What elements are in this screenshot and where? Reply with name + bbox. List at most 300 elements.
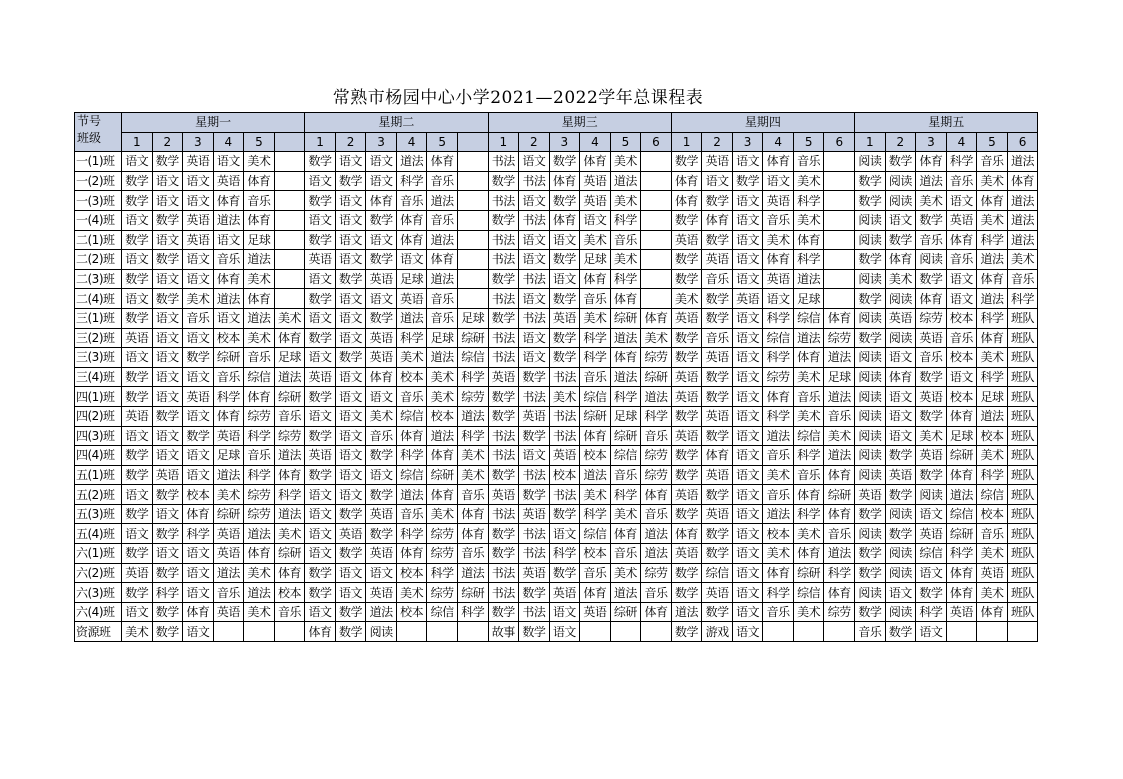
subject-cell: 校本 bbox=[763, 524, 794, 544]
subject-cell: 语文 bbox=[335, 308, 366, 328]
subject-cell: 数学 bbox=[855, 563, 886, 583]
subject-cell: 数学 bbox=[885, 446, 916, 466]
subject-cell: 美术 bbox=[977, 544, 1008, 564]
subject-cell: 英语 bbox=[305, 367, 336, 387]
subject-cell: 音乐 bbox=[457, 485, 488, 505]
subject-cell: 语文 bbox=[122, 602, 153, 622]
subject-cell: 足球 bbox=[946, 426, 977, 446]
subject-cell: 语文 bbox=[732, 426, 763, 446]
subject-cell: 语文 bbox=[366, 465, 397, 485]
subject-cell: 综信 bbox=[457, 348, 488, 368]
subject-cell: 阅读 bbox=[885, 171, 916, 191]
subject-cell: 道法 bbox=[1007, 210, 1038, 230]
subject-cell: 科学 bbox=[610, 485, 641, 505]
subject-cell: 综研 bbox=[213, 348, 244, 368]
class-name: 四(3)班 bbox=[75, 426, 122, 446]
subject-cell: 体育 bbox=[702, 210, 733, 230]
subject-cell: 综研 bbox=[793, 563, 824, 583]
subject-cell: 音乐 bbox=[763, 485, 794, 505]
subject-cell: 美术 bbox=[580, 485, 611, 505]
subject-cell: 英语 bbox=[183, 387, 214, 407]
subject-cell: 音乐 bbox=[916, 230, 947, 250]
subject-cell: 数学 bbox=[855, 602, 886, 622]
subject-cell: 科学 bbox=[824, 563, 855, 583]
subject-cell: 美术 bbox=[977, 446, 1008, 466]
period-number: 4 bbox=[763, 132, 794, 152]
subject-cell: 数学 bbox=[488, 210, 519, 230]
subject-cell: 综信 bbox=[916, 544, 947, 564]
subject-cell: 英语 bbox=[213, 602, 244, 622]
class-name: 六(1)班 bbox=[75, 544, 122, 564]
subject-cell: 数学 bbox=[671, 465, 702, 485]
subject-cell bbox=[213, 622, 244, 642]
subject-cell: 校本 bbox=[977, 426, 1008, 446]
subject-cell: 语文 bbox=[183, 191, 214, 211]
subject-cell: 综研 bbox=[274, 387, 305, 407]
subject-cell: 体育 bbox=[396, 426, 427, 446]
subject-cell: 语文 bbox=[152, 544, 183, 564]
subject-cell: 数学 bbox=[519, 485, 550, 505]
subject-cell: 科学 bbox=[916, 602, 947, 622]
subject-cell: 音乐 bbox=[183, 308, 214, 328]
subject-cell: 语文 bbox=[305, 348, 336, 368]
subject-cell: 数学 bbox=[305, 328, 336, 348]
table-row bbox=[75, 152, 1038, 172]
subject-cell: 数学 bbox=[732, 171, 763, 191]
subject-cell: 道法 bbox=[977, 289, 1008, 309]
class-name: 三(4)班 bbox=[75, 367, 122, 387]
subject-cell: 数学 bbox=[335, 269, 366, 289]
subject-cell: 道法 bbox=[977, 406, 1008, 426]
subject-cell: 语文 bbox=[732, 485, 763, 505]
subject-cell: 语文 bbox=[366, 563, 397, 583]
subject-cell: 数学 bbox=[488, 524, 519, 544]
subject-cell: 校本 bbox=[396, 367, 427, 387]
class-name: 三(2)班 bbox=[75, 328, 122, 348]
subject-cell: 科学 bbox=[213, 387, 244, 407]
subject-cell: 美术 bbox=[244, 602, 275, 622]
subject-cell: 英语 bbox=[213, 544, 244, 564]
subject-cell: 英语 bbox=[335, 524, 366, 544]
subject-cell: 语文 bbox=[152, 387, 183, 407]
subject-cell: 数学 bbox=[366, 446, 397, 466]
subject-cell: 语文 bbox=[946, 289, 977, 309]
subject-cell: 道法 bbox=[1007, 152, 1038, 172]
subject-cell: 阅读 bbox=[855, 583, 886, 603]
subject-cell: 数学 bbox=[152, 250, 183, 270]
subject-cell: 足球 bbox=[244, 230, 275, 250]
subject-cell: 数学 bbox=[122, 465, 153, 485]
subject-cell: 语文 bbox=[732, 583, 763, 603]
subject-cell: 语文 bbox=[580, 210, 611, 230]
subject-cell: 班队 bbox=[1007, 446, 1038, 466]
subject-cell: 音乐 bbox=[763, 602, 794, 622]
subject-cell: 英语 bbox=[977, 563, 1008, 583]
table-row bbox=[75, 269, 1038, 289]
subject-cell: 书法 bbox=[488, 191, 519, 211]
subject-cell: 美术 bbox=[763, 465, 794, 485]
subject-cell: 数学 bbox=[366, 524, 397, 544]
subject-cell: 语文 bbox=[732, 465, 763, 485]
subject-cell: 语文 bbox=[152, 367, 183, 387]
period-number: 3 bbox=[916, 132, 947, 152]
period-number: 2 bbox=[152, 132, 183, 152]
subject-cell: 语文 bbox=[885, 210, 916, 230]
table-row bbox=[75, 622, 1038, 642]
subject-cell: 数学 bbox=[885, 230, 916, 250]
table-row bbox=[75, 171, 1038, 191]
subject-cell: 体育 bbox=[824, 308, 855, 328]
subject-cell: 书法 bbox=[488, 230, 519, 250]
subject-cell: 数学 bbox=[152, 524, 183, 544]
subject-cell: 班队 bbox=[1007, 387, 1038, 407]
subject-cell: 语文 bbox=[366, 171, 397, 191]
subject-cell: 英语 bbox=[855, 485, 886, 505]
subject-cell: 语文 bbox=[152, 171, 183, 191]
subject-cell: 语文 bbox=[885, 406, 916, 426]
subject-cell: 数学 bbox=[519, 426, 550, 446]
subject-cell bbox=[793, 622, 824, 642]
subject-cell: 道法 bbox=[244, 250, 275, 270]
subject-cell: 数学 bbox=[702, 524, 733, 544]
subject-cell: 体育 bbox=[610, 524, 641, 544]
subject-cell: 英语 bbox=[702, 250, 733, 270]
subject-cell: 英语 bbox=[366, 583, 397, 603]
subject-cell: 数学 bbox=[122, 446, 153, 466]
table-row bbox=[75, 328, 1038, 348]
subject-cell: 数学 bbox=[122, 367, 153, 387]
subject-cell: 科学 bbox=[610, 210, 641, 230]
subject-cell: 语文 bbox=[519, 348, 550, 368]
subject-cell: 语文 bbox=[183, 465, 214, 485]
subject-cell: 音乐 bbox=[610, 465, 641, 485]
subject-cell: 书法 bbox=[488, 348, 519, 368]
subject-cell: 音乐 bbox=[824, 524, 855, 544]
subject-cell: 语文 bbox=[732, 210, 763, 230]
subject-cell: 科学 bbox=[274, 485, 305, 505]
subject-cell: 校本 bbox=[946, 387, 977, 407]
subject-cell: 语文 bbox=[549, 269, 580, 289]
subject-cell: 道法 bbox=[457, 406, 488, 426]
subject-cell: 数学 bbox=[916, 210, 947, 230]
period-number: 3 bbox=[732, 132, 763, 152]
subject-cell: 语文 bbox=[122, 250, 153, 270]
subject-cell: 体育 bbox=[427, 446, 458, 466]
subject-cell: 语文 bbox=[152, 269, 183, 289]
subject-cell: 音乐 bbox=[763, 210, 794, 230]
subject-cell: 语文 bbox=[732, 367, 763, 387]
subject-cell: 数学 bbox=[549, 289, 580, 309]
subject-cell: 书法 bbox=[488, 250, 519, 270]
subject-cell bbox=[641, 191, 672, 211]
subject-cell: 体育 bbox=[946, 583, 977, 603]
table-row bbox=[75, 387, 1038, 407]
subject-cell: 语文 bbox=[335, 250, 366, 270]
subject-cell: 语文 bbox=[305, 210, 336, 230]
subject-cell: 道法 bbox=[641, 387, 672, 407]
subject-cell: 体育 bbox=[793, 230, 824, 250]
subject-cell: 班队 bbox=[1007, 602, 1038, 622]
subject-cell: 科学 bbox=[763, 583, 794, 603]
subject-cell: 语文 bbox=[885, 387, 916, 407]
subject-cell: 书法 bbox=[488, 446, 519, 466]
subject-cell: 阅读 bbox=[855, 524, 886, 544]
period-number: 2 bbox=[885, 132, 916, 152]
subject-cell: 道法 bbox=[427, 348, 458, 368]
subject-cell bbox=[244, 622, 275, 642]
subject-cell: 英语 bbox=[213, 426, 244, 446]
subject-cell bbox=[457, 289, 488, 309]
subject-cell: 道法 bbox=[824, 544, 855, 564]
subject-cell: 语文 bbox=[519, 250, 550, 270]
table-row bbox=[75, 524, 1038, 544]
subject-cell: 音乐 bbox=[427, 210, 458, 230]
subject-cell: 体育 bbox=[427, 152, 458, 172]
subject-cell: 综信 bbox=[244, 367, 275, 387]
subject-cell: 综研 bbox=[946, 446, 977, 466]
subject-cell: 体育 bbox=[977, 269, 1008, 289]
subject-cell: 语文 bbox=[335, 191, 366, 211]
subject-cell: 语文 bbox=[213, 152, 244, 172]
subject-cell: 数学 bbox=[366, 485, 397, 505]
subject-cell: 科学 bbox=[793, 250, 824, 270]
table-row bbox=[75, 465, 1038, 485]
subject-cell: 数学 bbox=[702, 191, 733, 211]
subject-cell: 游戏 bbox=[702, 622, 733, 642]
subject-cell: 语文 bbox=[916, 622, 947, 642]
subject-cell: 美术 bbox=[793, 210, 824, 230]
page-title: 常熟市杨园中心小学2021—2022学年总课程表 bbox=[332, 88, 704, 108]
subject-cell: 音乐 bbox=[1007, 269, 1038, 289]
class-name: 三(3)班 bbox=[75, 348, 122, 368]
subject-cell: 英语 bbox=[580, 602, 611, 622]
subject-cell: 语文 bbox=[763, 289, 794, 309]
subject-cell: 足球 bbox=[610, 406, 641, 426]
table-row bbox=[75, 583, 1038, 603]
subject-cell: 数学 bbox=[549, 250, 580, 270]
subject-cell: 体育 bbox=[213, 406, 244, 426]
subject-cell: 语文 bbox=[152, 308, 183, 328]
subject-cell: 综研 bbox=[213, 504, 244, 524]
table-row bbox=[75, 544, 1038, 564]
subject-cell: 语文 bbox=[916, 504, 947, 524]
subject-cell: 音乐 bbox=[244, 191, 275, 211]
subject-cell: 数学 bbox=[702, 485, 733, 505]
subject-cell: 美术 bbox=[457, 446, 488, 466]
subject-cell: 班队 bbox=[1007, 524, 1038, 544]
subject-cell: 音乐 bbox=[396, 191, 427, 211]
subject-cell: 体育 bbox=[946, 230, 977, 250]
subject-cell: 英语 bbox=[152, 465, 183, 485]
subject-cell: 阅读 bbox=[855, 269, 886, 289]
subject-cell: 语文 bbox=[519, 328, 550, 348]
subject-cell: 道法 bbox=[824, 387, 855, 407]
subject-cell bbox=[610, 622, 641, 642]
subject-cell: 语文 bbox=[305, 504, 336, 524]
table-row bbox=[75, 348, 1038, 368]
corner-bottom-label: 班级 bbox=[77, 131, 102, 145]
subject-cell: 综信 bbox=[977, 485, 1008, 505]
subject-cell: 书法 bbox=[488, 504, 519, 524]
class-name: 六(4)班 bbox=[75, 602, 122, 622]
subject-cell: 体育 bbox=[244, 544, 275, 564]
subject-cell bbox=[274, 152, 305, 172]
subject-cell: 科学 bbox=[152, 583, 183, 603]
subject-cell: 阅读 bbox=[885, 563, 916, 583]
subject-cell: 语文 bbox=[305, 602, 336, 622]
subject-cell: 校本 bbox=[396, 563, 427, 583]
subject-cell: 数学 bbox=[488, 171, 519, 191]
subject-cell: 道法 bbox=[1007, 230, 1038, 250]
class-name: 资源班 bbox=[75, 622, 122, 642]
subject-cell: 道法 bbox=[213, 465, 244, 485]
subject-cell: 道法 bbox=[763, 504, 794, 524]
subject-cell: 阅读 bbox=[885, 191, 916, 211]
subject-cell: 语文 bbox=[732, 269, 763, 289]
table-row bbox=[75, 446, 1038, 466]
subject-cell: 语文 bbox=[183, 583, 214, 603]
subject-cell: 美术 bbox=[457, 465, 488, 485]
subject-cell: 阅读 bbox=[855, 348, 886, 368]
subject-cell: 数学 bbox=[305, 563, 336, 583]
subject-cell: 综研 bbox=[641, 367, 672, 387]
subject-cell: 音乐 bbox=[946, 328, 977, 348]
subject-cell: 道法 bbox=[610, 171, 641, 191]
subject-cell: 道法 bbox=[427, 191, 458, 211]
subject-cell: 美术 bbox=[366, 406, 397, 426]
subject-cell: 阅读 bbox=[855, 210, 886, 230]
subject-cell: 数学 bbox=[885, 152, 916, 172]
subject-cell bbox=[824, 269, 855, 289]
table-row bbox=[75, 426, 1038, 446]
subject-cell: 科学 bbox=[549, 544, 580, 564]
subject-cell: 体育 bbox=[977, 328, 1008, 348]
subject-cell: 综研 bbox=[580, 406, 611, 426]
subject-cell bbox=[641, 152, 672, 172]
subject-cell: 校本 bbox=[977, 504, 1008, 524]
subject-cell: 美术 bbox=[977, 171, 1008, 191]
subject-cell bbox=[641, 250, 672, 270]
subject-cell: 语文 bbox=[183, 622, 214, 642]
subject-cell: 美术 bbox=[610, 152, 641, 172]
subject-cell bbox=[641, 269, 672, 289]
subject-cell: 音乐 bbox=[946, 250, 977, 270]
subject-cell: 美术 bbox=[213, 485, 244, 505]
subject-cell: 数学 bbox=[122, 504, 153, 524]
class-name: 五(3)班 bbox=[75, 504, 122, 524]
subject-cell: 语文 bbox=[305, 406, 336, 426]
subject-cell: 科学 bbox=[793, 191, 824, 211]
subject-cell: 数学 bbox=[152, 210, 183, 230]
table-row bbox=[75, 250, 1038, 270]
subject-cell: 语文 bbox=[152, 191, 183, 211]
subject-cell: 语文 bbox=[885, 426, 916, 446]
subject-cell: 书法 bbox=[519, 524, 550, 544]
subject-cell: 书法 bbox=[519, 544, 550, 564]
subject-cell: 综信 bbox=[793, 426, 824, 446]
subject-cell: 英语 bbox=[702, 465, 733, 485]
subject-cell: 语文 bbox=[335, 563, 366, 583]
subject-cell: 科学 bbox=[457, 426, 488, 446]
subject-cell: 校本 bbox=[213, 328, 244, 348]
subject-cell: 语文 bbox=[305, 308, 336, 328]
subject-cell: 美术 bbox=[427, 387, 458, 407]
subject-cell: 语文 bbox=[335, 387, 366, 407]
subject-cell: 阅读 bbox=[855, 152, 886, 172]
subject-cell: 足球 bbox=[457, 308, 488, 328]
subject-cell: 道法 bbox=[274, 504, 305, 524]
subject-cell: 科学 bbox=[793, 504, 824, 524]
subject-cell: 英语 bbox=[366, 504, 397, 524]
subject-cell: 体育 bbox=[427, 250, 458, 270]
subject-cell: 班队 bbox=[1007, 583, 1038, 603]
subject-cell: 书法 bbox=[488, 426, 519, 446]
subject-cell: 美术 bbox=[274, 308, 305, 328]
subject-cell: 科学 bbox=[946, 544, 977, 564]
subject-cell: 语文 bbox=[152, 446, 183, 466]
subject-cell bbox=[427, 622, 458, 642]
subject-cell: 英语 bbox=[580, 191, 611, 211]
subject-cell: 体育 bbox=[580, 426, 611, 446]
subject-cell: 英语 bbox=[916, 446, 947, 466]
subject-cell: 班队 bbox=[1007, 426, 1038, 446]
subject-cell: 科学 bbox=[457, 602, 488, 622]
subject-cell: 英语 bbox=[549, 583, 580, 603]
class-name: 一(3)班 bbox=[75, 191, 122, 211]
subject-cell: 语文 bbox=[732, 328, 763, 348]
period-number: 5 bbox=[977, 132, 1008, 152]
subject-cell bbox=[763, 622, 794, 642]
subject-cell: 美术 bbox=[580, 230, 611, 250]
subject-cell: 语文 bbox=[183, 446, 214, 466]
table-row bbox=[75, 602, 1038, 622]
subject-cell: 体育 bbox=[641, 308, 672, 328]
subject-cell: 英语 bbox=[763, 191, 794, 211]
subject-cell bbox=[641, 171, 672, 191]
subject-cell: 数学 bbox=[152, 563, 183, 583]
subject-cell: 数学 bbox=[122, 583, 153, 603]
subject-cell: 班队 bbox=[1007, 563, 1038, 583]
subject-cell bbox=[457, 191, 488, 211]
subject-cell: 科学 bbox=[977, 367, 1008, 387]
subject-cell: 英语 bbox=[305, 250, 336, 270]
subject-cell: 科学 bbox=[396, 524, 427, 544]
subject-cell: 数学 bbox=[671, 446, 702, 466]
subject-cell: 校本 bbox=[396, 602, 427, 622]
subject-cell: 语文 bbox=[213, 308, 244, 328]
subject-cell: 语文 bbox=[519, 289, 550, 309]
subject-cell: 综劳 bbox=[244, 485, 275, 505]
table-row bbox=[75, 230, 1038, 250]
subject-cell: 足球 bbox=[274, 348, 305, 368]
subject-cell: 综信 bbox=[610, 446, 641, 466]
subject-cell: 英语 bbox=[946, 210, 977, 230]
subject-cell: 语文 bbox=[702, 171, 733, 191]
subject-cell: 体育 bbox=[671, 171, 702, 191]
subject-cell: 数学 bbox=[671, 269, 702, 289]
subject-cell: 科学 bbox=[977, 465, 1008, 485]
period-number: 3 bbox=[183, 132, 214, 152]
subject-cell: 体育 bbox=[396, 230, 427, 250]
subject-cell: 数学 bbox=[152, 406, 183, 426]
subject-cell: 美术 bbox=[244, 563, 275, 583]
table-row bbox=[75, 191, 1038, 211]
subject-cell: 美术 bbox=[427, 504, 458, 524]
subject-cell: 道法 bbox=[274, 446, 305, 466]
subject-cell: 科学 bbox=[457, 367, 488, 387]
subject-cell: 语文 bbox=[763, 171, 794, 191]
period-number: 5 bbox=[427, 132, 458, 152]
